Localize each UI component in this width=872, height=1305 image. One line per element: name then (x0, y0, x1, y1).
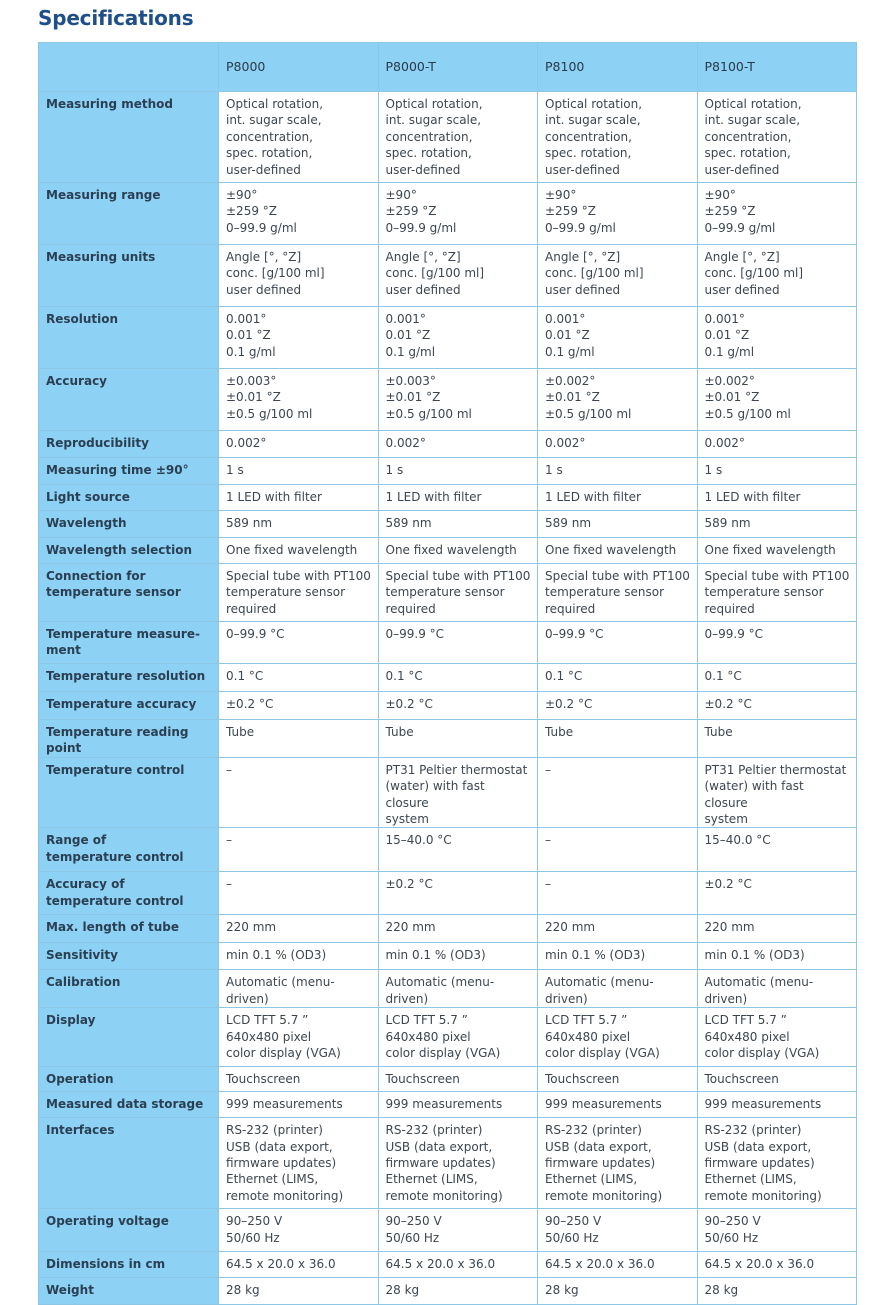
table-cell: 0.1 °C (378, 664, 538, 692)
table-cell: ±0.2 °C (378, 872, 538, 915)
table-cell: Special tube with PT100 temperature sensor required (697, 564, 857, 622)
table-cell: Optical rotation, int. sugar scale, concentration, spec. rotation, user-defined (219, 92, 379, 183)
table-cell: Special tube with PT100 temperature sensor required (219, 564, 379, 622)
table-row (39, 664, 857, 692)
row-label: Sensitivity (39, 943, 219, 970)
table-cell: 1 LED with filter (378, 485, 538, 511)
table-cell: 90–250 V 50/60 Hz (378, 1209, 538, 1252)
table-cell: LCD TFT 5.7 ” 640x480 pixel color display (VGA) (538, 1008, 698, 1067)
table-cell: 589 nm (219, 511, 379, 538)
table-cell: – (538, 757, 698, 828)
table-cell: ±90° ±259 °Z 0–99.9 g/ml (538, 183, 698, 245)
table-cell: Automatic (menu-driven) (219, 970, 379, 1008)
table-row (39, 92, 857, 183)
table-cell: Touchscreen (697, 1067, 857, 1092)
row-label: Operating voltage (39, 1209, 219, 1252)
row-label: Operation (39, 1067, 219, 1092)
table-cell: min 0.1 % (OD3) (538, 943, 698, 970)
table-cell: 64.5 x 20.0 x 36.0 (697, 1252, 857, 1278)
table-cell: 1 LED with filter (219, 485, 379, 511)
table-cell: One fixed wavelength (378, 538, 538, 564)
table-cell: 90–250 V 50/60 Hz (697, 1209, 857, 1252)
table-cell: ±0.2 °C (697, 872, 857, 915)
table-cell: 28 kg (538, 1278, 698, 1305)
row-label: Measuring units (39, 245, 219, 307)
table-cell: LCD TFT 5.7 ” 640x480 pixel color display (VGA) (697, 1008, 857, 1067)
table-cell: Special tube with PT100 temperature sensor required (378, 564, 538, 622)
table-cell: 0.001° 0.01 °Z 0.1 g/ml (538, 307, 698, 369)
table-cell: 0.001° 0.01 °Z 0.1 g/ml (378, 307, 538, 369)
table-row (39, 915, 857, 943)
table-cell: ±90° ±259 °Z 0–99.9 g/ml (378, 183, 538, 245)
table-cell: Tube (697, 720, 857, 758)
table-row (39, 1067, 857, 1092)
header-row (39, 43, 857, 92)
table-cell: 1 s (697, 458, 857, 485)
table-cell: ±90° ±259 °Z 0–99.9 g/ml (697, 183, 857, 245)
table-cell: min 0.1 % (OD3) (219, 943, 379, 970)
table-cell: 0.002° (538, 431, 698, 458)
table-cell: 0.002° (219, 431, 379, 458)
table-cell: 999 measurements (219, 1092, 379, 1118)
column-header: P8100-T (697, 43, 857, 92)
table-cell: 589 nm (378, 511, 538, 538)
table-row (39, 1118, 857, 1209)
table-row (39, 485, 857, 511)
table-row (39, 458, 857, 485)
table-row (39, 307, 857, 369)
table-row (39, 622, 857, 664)
row-label: Wavelength selection (39, 538, 219, 564)
row-label: Temperature resolution (39, 664, 219, 692)
column-header: P8100 (538, 43, 698, 92)
table-cell: Tube (219, 720, 379, 758)
row-label: Display (39, 1008, 219, 1067)
table-cell: RS-232 (printer) USB (data export, firmware updates) Ethernet (LIMS, remote monitoring) (219, 1118, 379, 1209)
table-cell: 1 s (219, 458, 379, 485)
table-cell: 64.5 x 20.0 x 36.0 (219, 1252, 379, 1278)
header-corner-cell (39, 43, 219, 92)
table-cell: RS-232 (printer) USB (data export, firmware updates) Ethernet (LIMS, remote monitoring) (378, 1118, 538, 1209)
table-cell: – (219, 757, 379, 828)
table-cell: One fixed wavelength (538, 538, 698, 564)
table-cell: 15–40.0 °C (378, 828, 538, 872)
table-cell: Tube (378, 720, 538, 758)
table-row (39, 943, 857, 970)
table-row (39, 757, 857, 828)
specifications-table (38, 42, 857, 1305)
table-cell: 64.5 x 20.0 x 36.0 (538, 1252, 698, 1278)
table-cell: 0–99.9 °C (219, 622, 379, 664)
table-cell: 0–99.9 °C (697, 622, 857, 664)
row-label: Resolution (39, 307, 219, 369)
table-cell: 0.001° 0.01 °Z 0.1 g/ml (697, 307, 857, 369)
table-cell: 220 mm (697, 915, 857, 943)
table-cell: LCD TFT 5.7 ” 640x480 pixel color display (VGA) (219, 1008, 379, 1067)
table-cell: 1 s (538, 458, 698, 485)
table-cell: Optical rotation, int. sugar scale, concentration, spec. rotation, user-defined (378, 92, 538, 183)
table-row (39, 1008, 857, 1067)
table-cell: Touchscreen (378, 1067, 538, 1092)
table-row (39, 183, 857, 245)
table-cell: 90–250 V 50/60 Hz (219, 1209, 379, 1252)
table-cell: 999 measurements (697, 1092, 857, 1118)
table-row (39, 1209, 857, 1252)
table-cell: min 0.1 % (OD3) (378, 943, 538, 970)
row-label: Wavelength (39, 511, 219, 538)
table-cell: 0.1 °C (697, 664, 857, 692)
table-cell: Optical rotation, int. sugar scale, concentration, spec. rotation, user-defined (697, 92, 857, 183)
table-cell: 0.001° 0.01 °Z 0.1 g/ml (219, 307, 379, 369)
table-cell: Angle [°, °Z] conc. [g/100 ml] user defined (378, 245, 538, 307)
table-row (39, 431, 857, 458)
row-label: Measuring time ±90° (39, 458, 219, 485)
table-cell: 0.002° (697, 431, 857, 458)
table-row (39, 720, 857, 758)
table-cell: Automatic (menu-driven) (378, 970, 538, 1008)
table-cell: RS-232 (printer) USB (data export, firmware updates) Ethernet (LIMS, remote monitoring) (538, 1118, 698, 1209)
table-cell: Touchscreen (219, 1067, 379, 1092)
table-cell: 64.5 x 20.0 x 36.0 (378, 1252, 538, 1278)
row-label: Dimensions in cm (39, 1252, 219, 1278)
table-row (39, 1092, 857, 1118)
table-row (39, 564, 857, 622)
table-row (39, 538, 857, 564)
table-row (39, 1278, 857, 1305)
table-row (39, 511, 857, 538)
table-cell: ±0.2 °C (378, 692, 538, 720)
table-cell: – (219, 872, 379, 915)
table-cell: 90–250 V 50/60 Hz (538, 1209, 698, 1252)
table-body (39, 92, 857, 1305)
table-cell: Automatic (menu-driven) (697, 970, 857, 1008)
table-cell: ±0.003° ±0.01 °Z ±0.5 g/100 ml (378, 369, 538, 431)
table-row (39, 970, 857, 1008)
table-cell: ±0.2 °C (219, 692, 379, 720)
table-cell: Angle [°, °Z] conc. [g/100 ml] user defined (697, 245, 857, 307)
table-cell: – (538, 872, 698, 915)
table-cell: 999 measurements (538, 1092, 698, 1118)
table-cell: – (538, 828, 698, 872)
table-cell: Angle [°, °Z] conc. [g/100 ml] user defined (219, 245, 379, 307)
table-cell: 220 mm (538, 915, 698, 943)
page-title: Specifications (38, 6, 194, 30)
table-cell: 0–99.9 °C (538, 622, 698, 664)
table-cell: PT31 Peltier thermostat (water) with fast closure system (697, 757, 857, 828)
table-row (39, 692, 857, 720)
table-cell: Special tube with PT100 temperature sensor required (538, 564, 698, 622)
row-label: Measured data storage (39, 1092, 219, 1118)
row-label: Calibration (39, 970, 219, 1008)
table-cell: 1 LED with filter (538, 485, 698, 511)
table-cell: ±0.002° ±0.01 °Z ±0.5 g/100 ml (538, 369, 698, 431)
row-label: Connection for temperature sensor (39, 564, 219, 622)
table-cell: ±0.2 °C (538, 692, 698, 720)
table-cell: LCD TFT 5.7 ” 640x480 pixel color display (VGA) (378, 1008, 538, 1067)
row-label: Temperature reading point (39, 720, 219, 758)
table-cell: Tube (538, 720, 698, 758)
table-cell: PT31 Peltier thermostat (water) with fast closure system (378, 757, 538, 828)
table-cell: – (219, 828, 379, 872)
row-label: Temperature control (39, 757, 219, 828)
row-label: Range of temperature control (39, 828, 219, 872)
table-row (39, 369, 857, 431)
table-cell: 0.002° (378, 431, 538, 458)
table-cell: 220 mm (219, 915, 379, 943)
table-cell: 589 nm (538, 511, 698, 538)
table-cell: ±90° ±259 °Z 0–99.9 g/ml (219, 183, 379, 245)
table-cell: 589 nm (697, 511, 857, 538)
row-label: Measuring range (39, 183, 219, 245)
table-cell: Angle [°, °Z] conc. [g/100 ml] user defined (538, 245, 698, 307)
table-cell: 0–99.9 °C (378, 622, 538, 664)
row-label: Weight (39, 1278, 219, 1305)
table-cell: min 0.1 % (OD3) (697, 943, 857, 970)
table-cell: RS-232 (printer) USB (data export, firmware updates) Ethernet (LIMS, remote monitoring) (697, 1118, 857, 1209)
table-cell: 28 kg (697, 1278, 857, 1305)
table-cell: 28 kg (219, 1278, 379, 1305)
column-header: P8000-T (378, 43, 538, 92)
table-cell: ±0.002° ±0.01 °Z ±0.5 g/100 ml (697, 369, 857, 431)
row-label: Accuracy (39, 369, 219, 431)
row-label: Light source (39, 485, 219, 511)
table-cell: Touchscreen (538, 1067, 698, 1092)
table-cell: 28 kg (378, 1278, 538, 1305)
row-label: Temperature measure- ment (39, 622, 219, 664)
table-cell: 1 LED with filter (697, 485, 857, 511)
table-cell: One fixed wavelength (219, 538, 379, 564)
row-label: Interfaces (39, 1118, 219, 1209)
table-cell: 999 measurements (378, 1092, 538, 1118)
table-row (39, 245, 857, 307)
table-cell: ±0.2 °C (697, 692, 857, 720)
table-cell: Automatic (menu-driven) (538, 970, 698, 1008)
row-label: Max. length of tube (39, 915, 219, 943)
row-label: Reproducibility (39, 431, 219, 458)
table-cell: 0.1 °C (219, 664, 379, 692)
column-header: P8000 (219, 43, 379, 92)
table-cell: 220 mm (378, 915, 538, 943)
row-label: Accuracy of temperature control (39, 872, 219, 915)
row-label: Measuring method (39, 92, 219, 183)
table-row (39, 1252, 857, 1278)
row-label: Temperature accuracy (39, 692, 219, 720)
table-cell: 15–40.0 °C (697, 828, 857, 872)
table-cell: Optical rotation, int. sugar scale, concentration, spec. rotation, user-defined (538, 92, 698, 183)
table-cell: One fixed wavelength (697, 538, 857, 564)
table-row (39, 828, 857, 872)
table-cell: 0.1 °C (538, 664, 698, 692)
table-cell: 1 s (378, 458, 538, 485)
table-row (39, 872, 857, 915)
table-cell: ±0.003° ±0.01 °Z ±0.5 g/100 ml (219, 369, 379, 431)
